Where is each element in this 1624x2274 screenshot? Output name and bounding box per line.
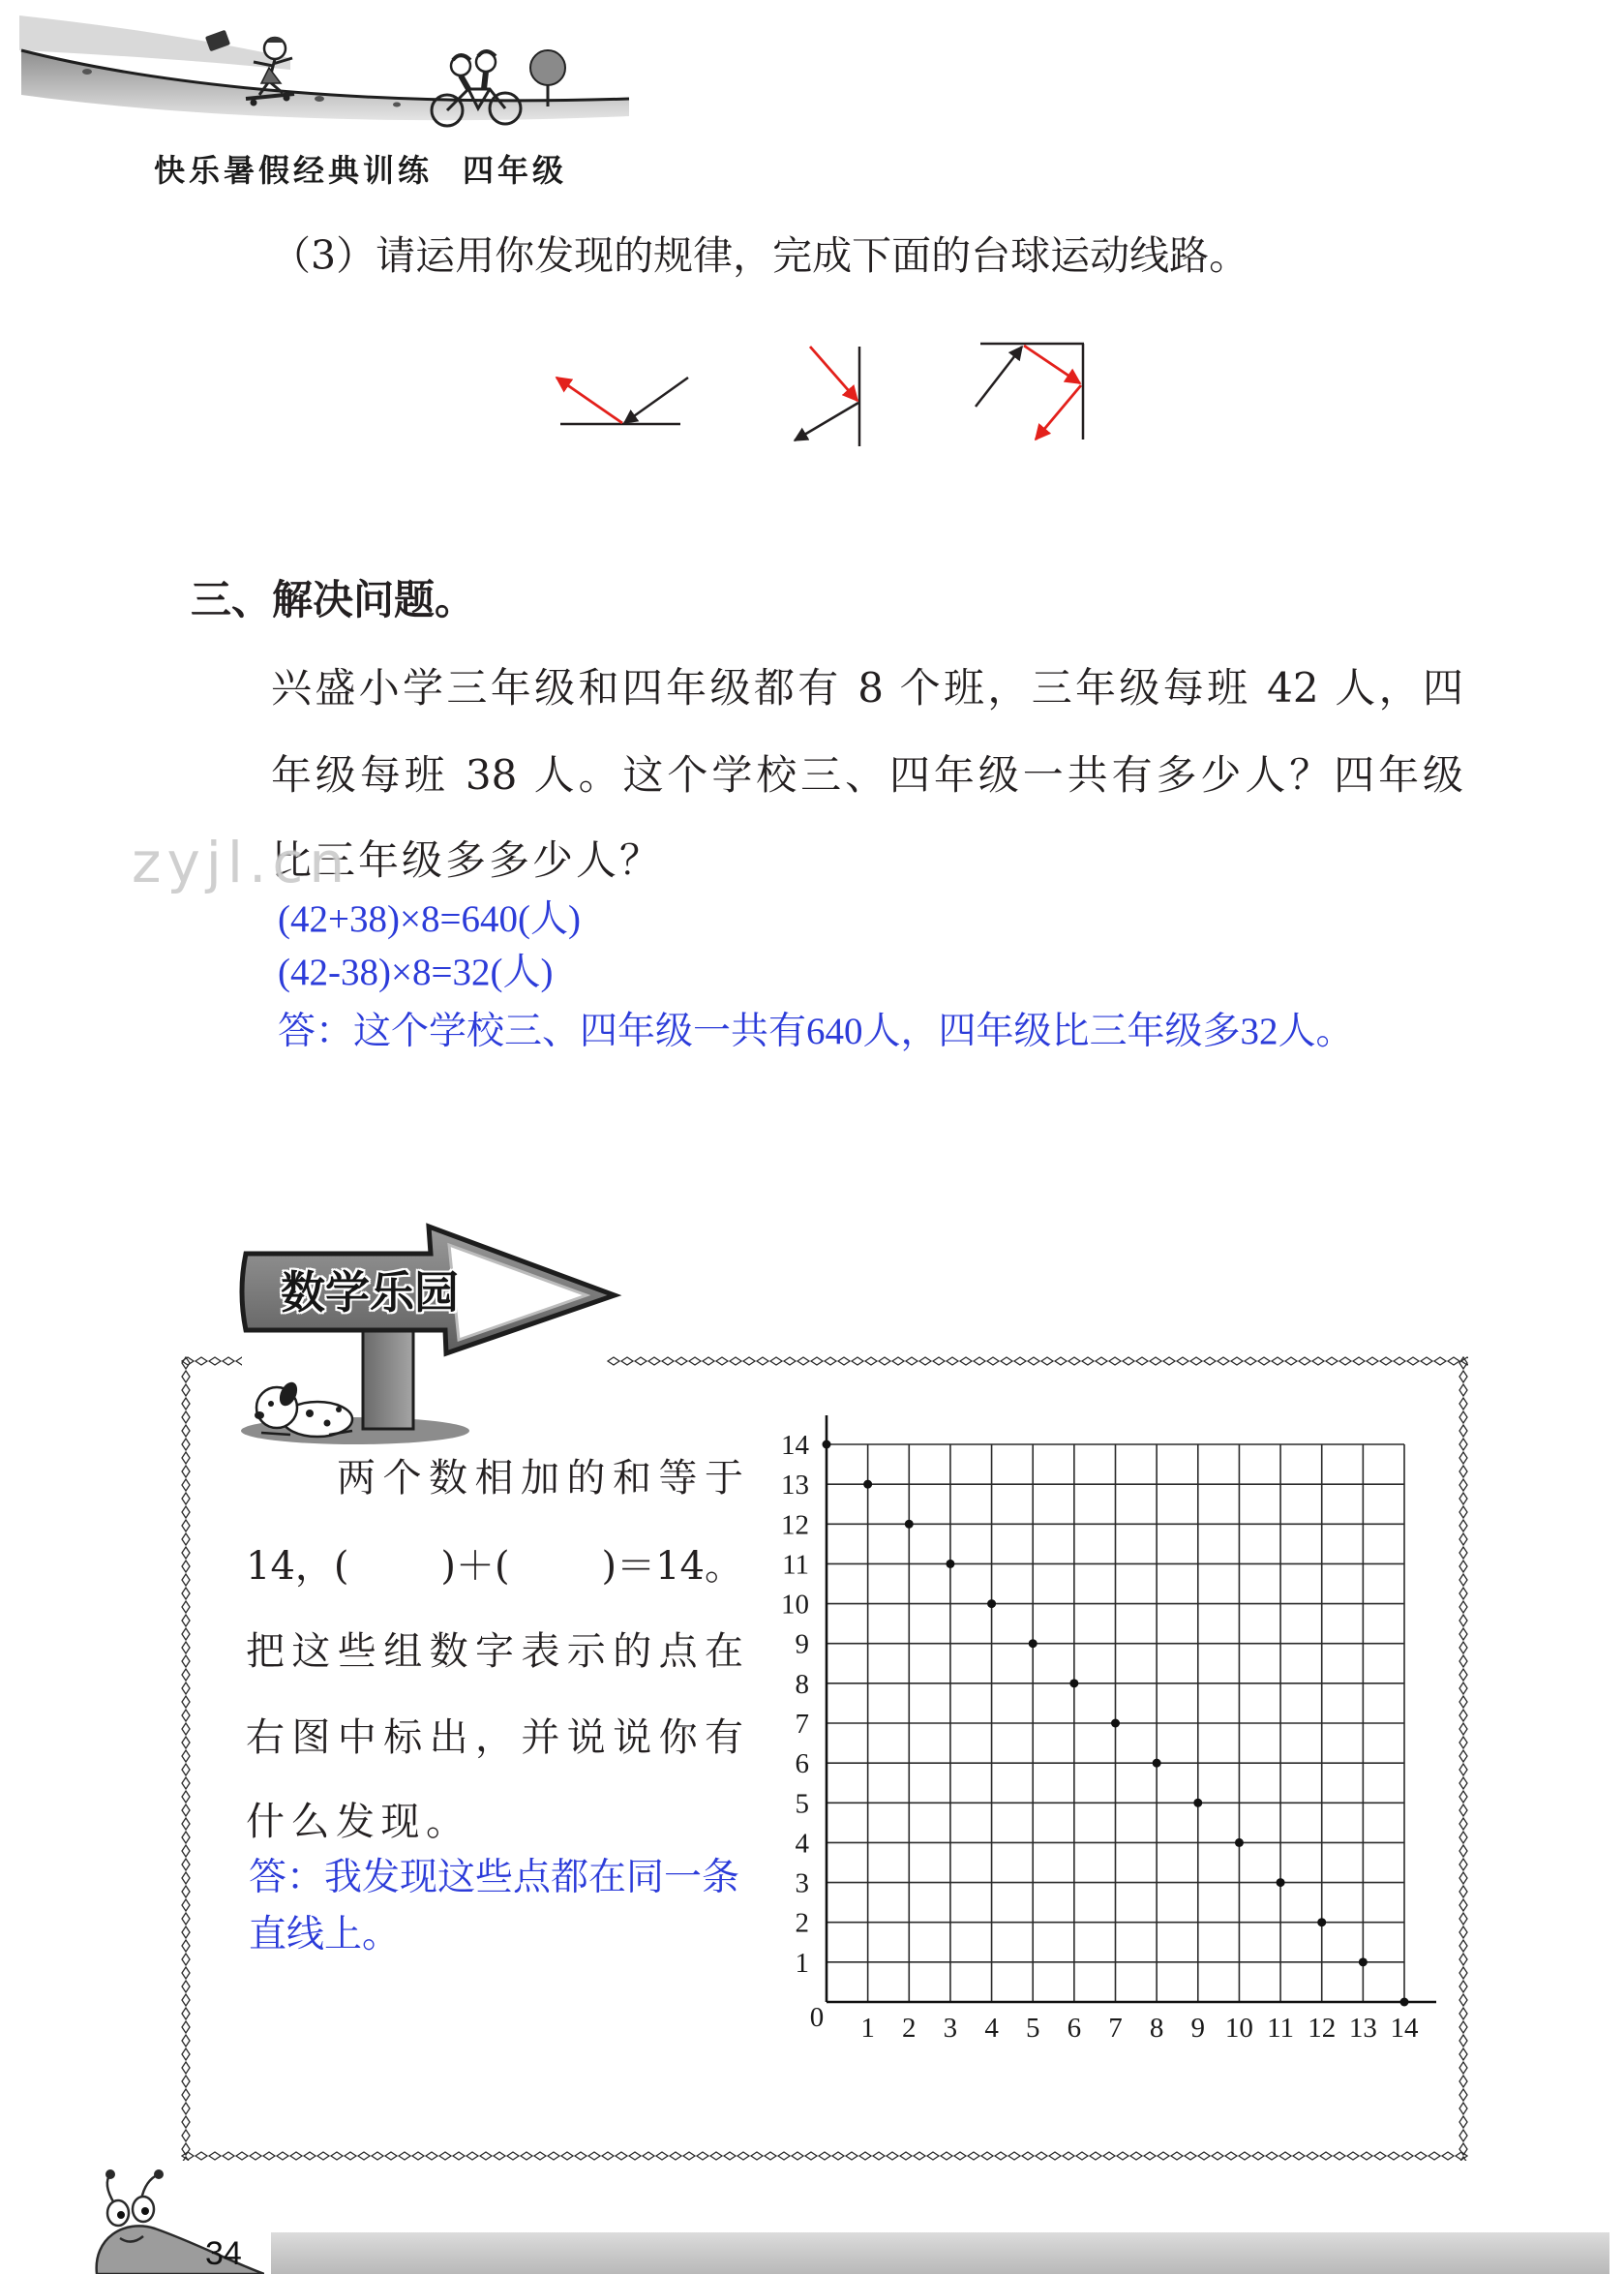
y-tick-label: 12 [781, 1509, 809, 1541]
y-tick-label: 5 [795, 1788, 809, 1820]
x-tick-label: 5 [1025, 2013, 1040, 2044]
origin-label: 0 [809, 2002, 825, 2033]
x-tick-label: 13 [1348, 2013, 1377, 2044]
question-line: 把这些组数字表示的点在 [246, 1629, 743, 1674]
x-tick-label: 2 [902, 2013, 917, 2044]
question-line: 两个数相加的和等于 [337, 1456, 743, 1501]
x-tick-label: 11 [1267, 2013, 1295, 2044]
data-point [1069, 1679, 1078, 1687]
section-heading: 三、解决问题。 [191, 576, 476, 623]
answer-line: (42-38)×8=32(人) [278, 952, 554, 993]
billiard-diagram-3 [976, 344, 1084, 440]
data-point [987, 1599, 996, 1608]
data-point [905, 1520, 914, 1529]
answer-line: 答：我发现这些点都在同一条 [249, 1857, 740, 1898]
y-tick-label: 1 [795, 1947, 809, 1979]
equation-part: )＝14。 [601, 1544, 743, 1589]
x-tick-label: 8 [1149, 2013, 1164, 2044]
signpost-illustration [232, 1210, 639, 1452]
footer-band [271, 2232, 1609, 2274]
problem-line: 兴盛小学三年级和四年级都有 8 个班，三年级每班 42 人，四 [271, 664, 1463, 712]
y-tick-label: 10 [781, 1589, 809, 1621]
answer-path-arrow [556, 378, 622, 423]
grade-label: 四年级 [463, 152, 568, 189]
x-tick-label: 7 [1108, 2013, 1123, 2044]
data-point [1235, 1838, 1244, 1847]
answer-path-arrow [810, 347, 857, 401]
x-tick-label: 6 [1067, 2013, 1082, 2044]
problem-line: 年级每班 38 人。这个学校三、四年级一共有多少人？四年级 [271, 751, 1463, 799]
watermark: zyjl.cn [132, 830, 351, 895]
answer-path-arrow [1036, 385, 1081, 440]
data-point [1193, 1799, 1202, 1807]
y-tick-label: 14 [781, 1430, 809, 1461]
y-tick-label: 2 [795, 1907, 809, 1939]
data-point [946, 1560, 954, 1568]
x-tick-label: 10 [1224, 2013, 1253, 2044]
question-line: 右图中标出，并说说你有 [246, 1715, 743, 1760]
y-tick-label: 7 [795, 1709, 809, 1740]
problem-line: 比三年级多多少人？ [271, 836, 664, 884]
y-tick-label: 6 [795, 1748, 809, 1780]
workbook-header [154, 152, 568, 189]
billiard-task-prompt: （3）请运用你发现的规律，完成下面的台球运动线路。 [271, 232, 1249, 279]
given-path-arrow [624, 378, 688, 423]
series-title: 快乐暑假经典训练 [154, 152, 434, 189]
y-tick-label: 11 [782, 1549, 809, 1581]
billiard-diagram-1 [556, 378, 688, 424]
blank-equation [246, 1544, 743, 1589]
y-tick-label: 3 [795, 1867, 809, 1899]
equation-part: 14，( [246, 1544, 349, 1589]
y-tick-label: 4 [795, 1828, 809, 1860]
given-path-arrow [976, 347, 1022, 407]
equation-part: )＋( [440, 1544, 510, 1589]
sign-post [363, 1324, 413, 1429]
data-point [1317, 1918, 1326, 1926]
x-tick-label: 12 [1308, 2013, 1337, 2044]
x-tick-label: 9 [1190, 2013, 1206, 2044]
data-point [1029, 1639, 1038, 1648]
answer-line: 直线上。 [249, 1914, 401, 1956]
billiard-path-diagrams [542, 329, 1123, 465]
answer-path-arrow [1024, 346, 1080, 383]
x-tick-label: 1 [860, 2013, 875, 2044]
y-tick-label: 13 [781, 1470, 809, 1501]
coordinate-grid-chart [774, 1394, 1452, 2052]
answer-line: 答：这个学校三、四年级一共有640人，四年级比三年级多32人。 [278, 1011, 1354, 1052]
data-point [863, 1480, 872, 1489]
billiard-diagram-2 [795, 347, 859, 446]
data-point [1153, 1759, 1161, 1768]
data-point [1111, 1719, 1120, 1728]
y-tick-label: 9 [795, 1628, 809, 1660]
answer-line: (42+38)×8=640(人) [278, 898, 581, 940]
page-number: 34 [205, 2235, 242, 2272]
data-point [1277, 1878, 1285, 1887]
data-point [1359, 1957, 1368, 1966]
y-tick-label: 8 [795, 1668, 809, 1700]
header-illustration [0, 0, 648, 145]
x-tick-label: 3 [943, 2013, 958, 2044]
x-tick-label: 14 [1390, 2013, 1419, 2044]
data-point [823, 1440, 831, 1449]
x-tick-label: 4 [984, 2013, 999, 2044]
data-point [1400, 1998, 1409, 2007]
math-park-sign-label: 数学乐园 [281, 1266, 459, 1319]
given-path-arrow [795, 403, 858, 440]
question-line: 什么发现。 [246, 1800, 471, 1844]
